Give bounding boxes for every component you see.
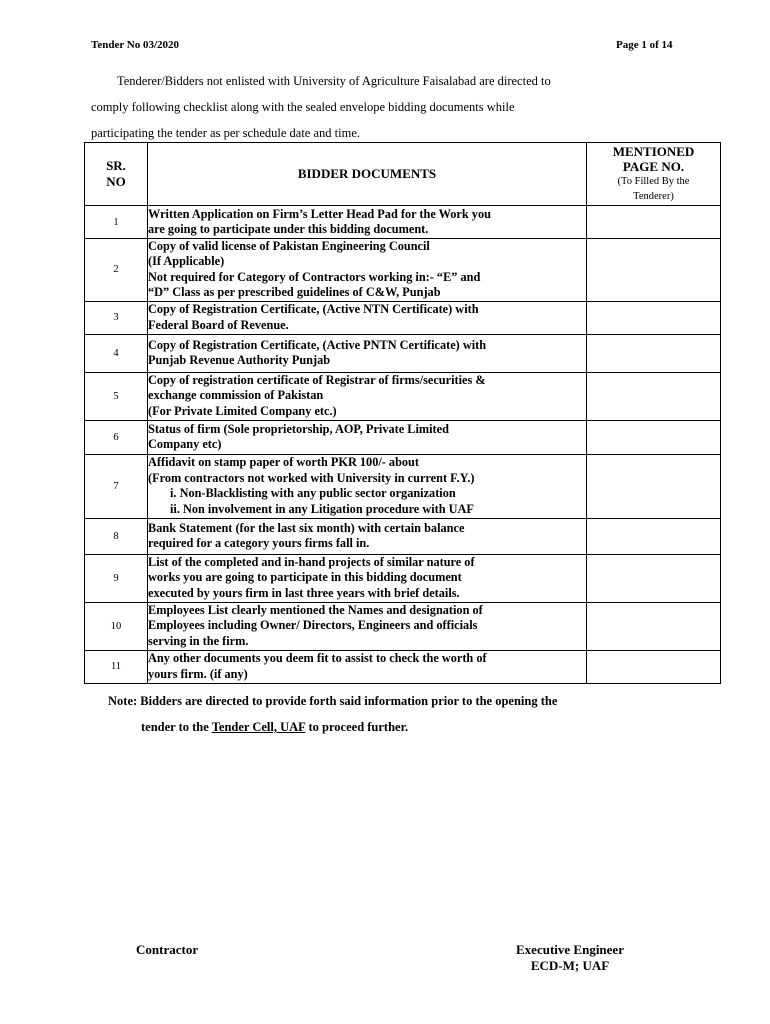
document-line: Copy of valid license of Pakistan Engineering Council bbox=[148, 239, 430, 253]
page-number-field[interactable] bbox=[587, 554, 721, 602]
document-line: List of the completed and in-hand projects of similar nature of bbox=[148, 555, 475, 570]
table-row bbox=[85, 518, 721, 554]
page-number-field[interactable] bbox=[587, 334, 721, 372]
sr-number: 8 bbox=[85, 518, 148, 554]
sr-number: 1 bbox=[85, 206, 148, 239]
tender-number: Tender No 03/2020 bbox=[91, 39, 180, 51]
page-number-field[interactable] bbox=[587, 372, 721, 420]
document-description bbox=[148, 420, 587, 454]
page-number-field[interactable] bbox=[587, 301, 721, 334]
intro-line-1: Tenderer/Bidders not enlisted with University of Agriculture Faisalabad are directed to bbox=[117, 74, 551, 88]
table-row bbox=[85, 554, 721, 602]
table-row bbox=[85, 206, 721, 239]
document-line: Affidavit on stamp paper of worth PKR 100/- about bbox=[148, 455, 419, 470]
table-header-row bbox=[85, 143, 721, 206]
sr-number: 6 bbox=[85, 420, 148, 454]
document-line: are going to participate under this bidding document. bbox=[148, 222, 429, 236]
document-line: Bank Statement (for the last six month) with certain balance bbox=[148, 520, 465, 535]
document-description bbox=[148, 454, 587, 518]
document-description bbox=[148, 372, 587, 420]
table-row bbox=[85, 334, 721, 372]
document-line: works you are going to participate in this bidding document bbox=[148, 570, 462, 585]
bidder-documents-header: BIDDER DOCUMENTS bbox=[148, 143, 587, 206]
table-row bbox=[85, 372, 721, 420]
document-line: Employees List clearly mentioned the Names and designation of bbox=[148, 603, 483, 618]
sr-number: 11 bbox=[85, 650, 148, 683]
document-description bbox=[148, 334, 587, 372]
sr-no-header: SR. NO bbox=[85, 143, 148, 206]
table-row bbox=[85, 239, 721, 302]
contractor-signature: Contractor bbox=[136, 942, 199, 957]
page-number-field[interactable] bbox=[587, 454, 721, 518]
sr-number: 4 bbox=[85, 334, 148, 372]
sr-number: 9 bbox=[85, 554, 148, 602]
intro-line-3: participating the tender as per schedule date and time. bbox=[91, 126, 360, 140]
document-line: Copy of Registration Certificate, (Active NTN Certificate) with bbox=[148, 302, 479, 317]
document-line: executed by yours firm in last three years with brief details. bbox=[148, 585, 460, 600]
document-description bbox=[148, 650, 587, 683]
table-row bbox=[85, 301, 721, 334]
table-row bbox=[85, 650, 721, 683]
note-line-2: tender to the Tender Cell, UAF to proceed further. bbox=[141, 720, 409, 734]
sr-number: 3 bbox=[85, 301, 148, 334]
page-number-field[interactable] bbox=[587, 239, 721, 302]
document-line: Any other documents you deem fit to assist to check the worth of bbox=[148, 651, 487, 666]
document-line: Copy of Registration Certificate, (Active PNTN Certificate) with bbox=[148, 337, 487, 352]
checklist-table bbox=[84, 142, 721, 684]
document-line: ii. Non involvement in any Litigation procedure with UAF bbox=[170, 501, 474, 516]
document-description bbox=[148, 301, 587, 334]
document-line: Employees including Owner/ Directors, Engineers and officials bbox=[148, 618, 478, 633]
document-description bbox=[148, 206, 587, 239]
sr-number: 7 bbox=[85, 454, 148, 518]
document-line: Copy of registration certificate of Registrar of firms/securities & bbox=[148, 373, 486, 388]
document-description bbox=[148, 518, 587, 554]
page-number-field[interactable] bbox=[587, 206, 721, 239]
document-line: Punjab Revenue Authority Punjab bbox=[148, 353, 331, 368]
document-line: Written Application on Firm’s Letter Head Pad for the Work you bbox=[148, 206, 491, 221]
document-line: Not required for Category of Contractors working in:- “E” and bbox=[148, 269, 481, 284]
document-line: yours firm. (if any) bbox=[148, 666, 248, 681]
document-line: Status of firm (Sole proprietorship, AOP, Private Limited bbox=[148, 421, 449, 436]
sr-number: 5 bbox=[85, 372, 148, 420]
document-line: Federal Board of Revenue. bbox=[148, 317, 289, 332]
mentioned-page-header: MENTIONED PAGE NO. (To Filled By the Tenderer) bbox=[587, 143, 721, 206]
document-line: required for a category yours firms fall in. bbox=[148, 536, 370, 551]
page-number-field[interactable] bbox=[587, 518, 721, 554]
table-row bbox=[85, 454, 721, 518]
page-number-field[interactable] bbox=[587, 650, 721, 683]
document-line: (If Applicable) bbox=[148, 254, 225, 269]
sr-number: 2 bbox=[85, 239, 148, 302]
sr-number: 10 bbox=[85, 602, 148, 650]
page-number-field[interactable] bbox=[587, 602, 721, 650]
page-number-field[interactable] bbox=[587, 420, 721, 454]
document-description bbox=[148, 554, 587, 602]
document-line: i. Non-Blacklisting with any public sector organization bbox=[170, 486, 456, 501]
document-line: serving in the firm. bbox=[148, 633, 249, 648]
document-line: (From contractors not worked with University in current F.Y.) bbox=[148, 470, 475, 485]
tender-cell-link: Tender Cell, UAF bbox=[211, 720, 306, 734]
page-number: Page 1 of 14 bbox=[616, 39, 673, 51]
document-description bbox=[148, 239, 587, 302]
document-line: “D” Class as per prescribed guidelines of C&W, Punjab bbox=[148, 285, 441, 300]
document-description bbox=[148, 602, 587, 650]
document-line: exchange commission of Pakistan bbox=[148, 388, 324, 403]
table-row bbox=[85, 602, 721, 650]
engineer-signature: Executive Engineer ECD-M; UAF bbox=[516, 942, 624, 973]
note-line-1: Note: Bidders are directed to provide forth said information prior to the opening the bbox=[108, 694, 558, 708]
intro-line-2: comply following checklist along with the sealed envelope bidding documents while bbox=[91, 100, 515, 114]
table-row bbox=[85, 420, 721, 454]
document-line: Company etc) bbox=[148, 437, 222, 452]
document-line: (For Private Limited Company etc.) bbox=[148, 403, 337, 418]
